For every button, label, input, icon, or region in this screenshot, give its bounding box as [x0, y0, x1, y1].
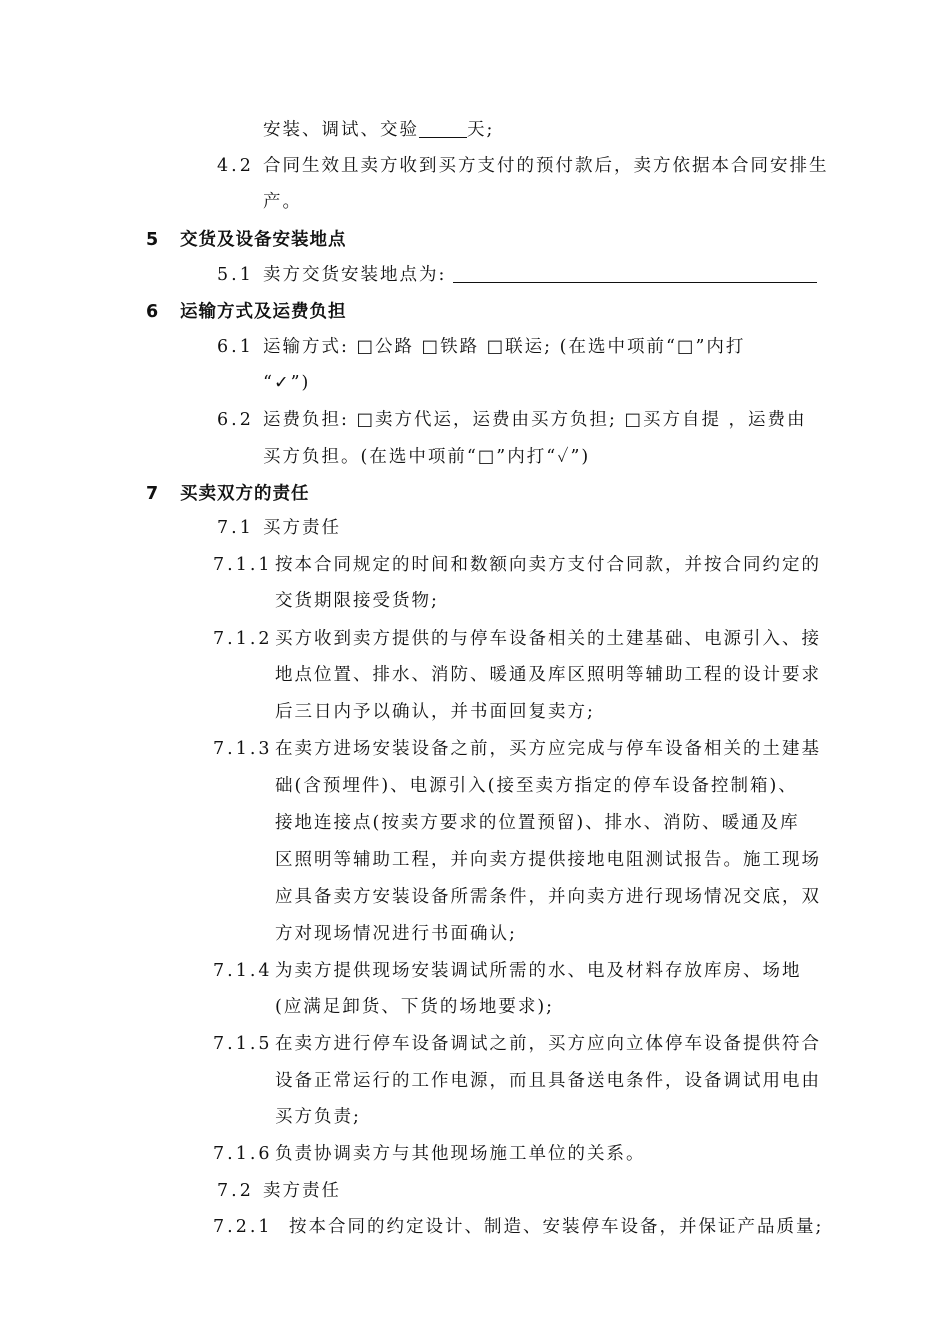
clause-number: 6.1 — [217, 337, 254, 357]
clause-text: 运输方式: □公路 □铁路 □联运; (在选中项前“□”内打 — [263, 337, 746, 357]
clause-number: 7.1.2 — [213, 629, 273, 649]
clause-number: 6.2 — [217, 410, 254, 430]
clause-text: 按本合同的约定设计、制造、安装停车设备，并保证产品质量; — [289, 1217, 824, 1237]
clause-text: 负责协调卖方与其他现场施工单位的关系。 — [275, 1144, 646, 1164]
days-suffix: 天; — [467, 120, 495, 140]
clause-text: 接地连接点(按卖方要求的位置预留)、排水、消防、暖通及库 — [275, 813, 800, 833]
clause-text: 后三日内予以确认，并书面回复卖方; — [275, 702, 595, 722]
clause-number: 7.1.3 — [213, 739, 273, 759]
clause-number: 7.2.1 — [213, 1217, 273, 1237]
clause-text: 础(含预埋件)、电源引入(接至卖方指定的停车设备控制箱)、 — [275, 776, 798, 796]
clause-text: 产。 — [263, 192, 302, 212]
clause-number: 7.1.6 — [213, 1144, 273, 1164]
install-text: 安装、调试、交验 — [263, 120, 419, 140]
clause-text: 地点位置、排水、消防、暖通及库区照明等辅助工程的设计要求 — [275, 665, 821, 685]
clause-text: 按本合同规定的时间和数额向卖方支付合同款，并按合同约定的 — [275, 555, 821, 575]
location-blank-wrap — [453, 263, 817, 287]
section-number: 5 — [146, 230, 160, 250]
clause-text: 应具备卖方安装设备所需条件，并向卖方进行现场情况交底，双 — [275, 887, 821, 907]
clause-text: 区照明等辅助工程，并向卖方提供接地电阻测试报告。施工现场 — [275, 850, 821, 870]
clause-4-1-continuation — [263, 118, 494, 142]
clause-text: 为卖方提供现场安装调试所需的水、电及材料存放库房、场地 — [275, 961, 802, 981]
clause-text: 在卖方进行停车设备调试之前，买方应向立体停车设备提供符合 — [275, 1034, 821, 1054]
clause-text: (应满足卸货、下货的场地要求); — [275, 997, 555, 1017]
clause-text: 买方负担。(在选中项前“□”内打“✓”) — [263, 447, 591, 467]
clause-text: “✓”) — [263, 373, 311, 393]
clause-number: 7.1.1 — [213, 555, 273, 575]
clause-text: 卖方交货安装地点为: — [263, 265, 447, 285]
clause-text: 交货期限接受货物; — [275, 591, 439, 611]
clause-text: 设备正常运行的工作电源，而且具备送电条件，设备调试用电由 — [275, 1071, 821, 1091]
location-blank — [453, 264, 817, 283]
clause-text: 买方负责; — [275, 1107, 361, 1127]
clause-number: 7.1.4 — [213, 961, 273, 981]
clause-text: 买方收到卖方提供的与停车设备相关的土建基础、电源引入、接 — [275, 629, 821, 649]
clause-number: 5.1 — [217, 265, 254, 285]
clause-text: 合同生效且卖方收到买方支付的预付款后，卖方依据本合同安排生 — [263, 156, 829, 176]
clause-number: 7.1 — [217, 518, 254, 538]
section-number: 6 — [146, 302, 160, 322]
clause-title: 买方责任 — [263, 518, 341, 538]
clause-title: 卖方责任 — [263, 1181, 341, 1201]
clause-number: 7.1.5 — [213, 1034, 273, 1054]
section-heading: 运输方式及运费负担 — [180, 302, 347, 322]
clause-number: 7.2 — [217, 1181, 254, 1201]
days-blank — [419, 119, 467, 138]
section-heading: 买卖双方的责任 — [180, 484, 310, 504]
clause-number: 4.2 — [217, 156, 254, 176]
clause-text: 在卖方进场安装设备之前，买方应完成与停车设备相关的土建基 — [275, 739, 821, 759]
clause-text: 运费负担: □卖方代运，运费由买方负担; □买方自提 ，运费由 — [263, 410, 807, 430]
clause-text: 方对现场情况进行书面确认; — [275, 924, 517, 944]
section-heading: 交货及设备安装地点 — [180, 230, 347, 250]
section-number: 7 — [146, 484, 160, 504]
